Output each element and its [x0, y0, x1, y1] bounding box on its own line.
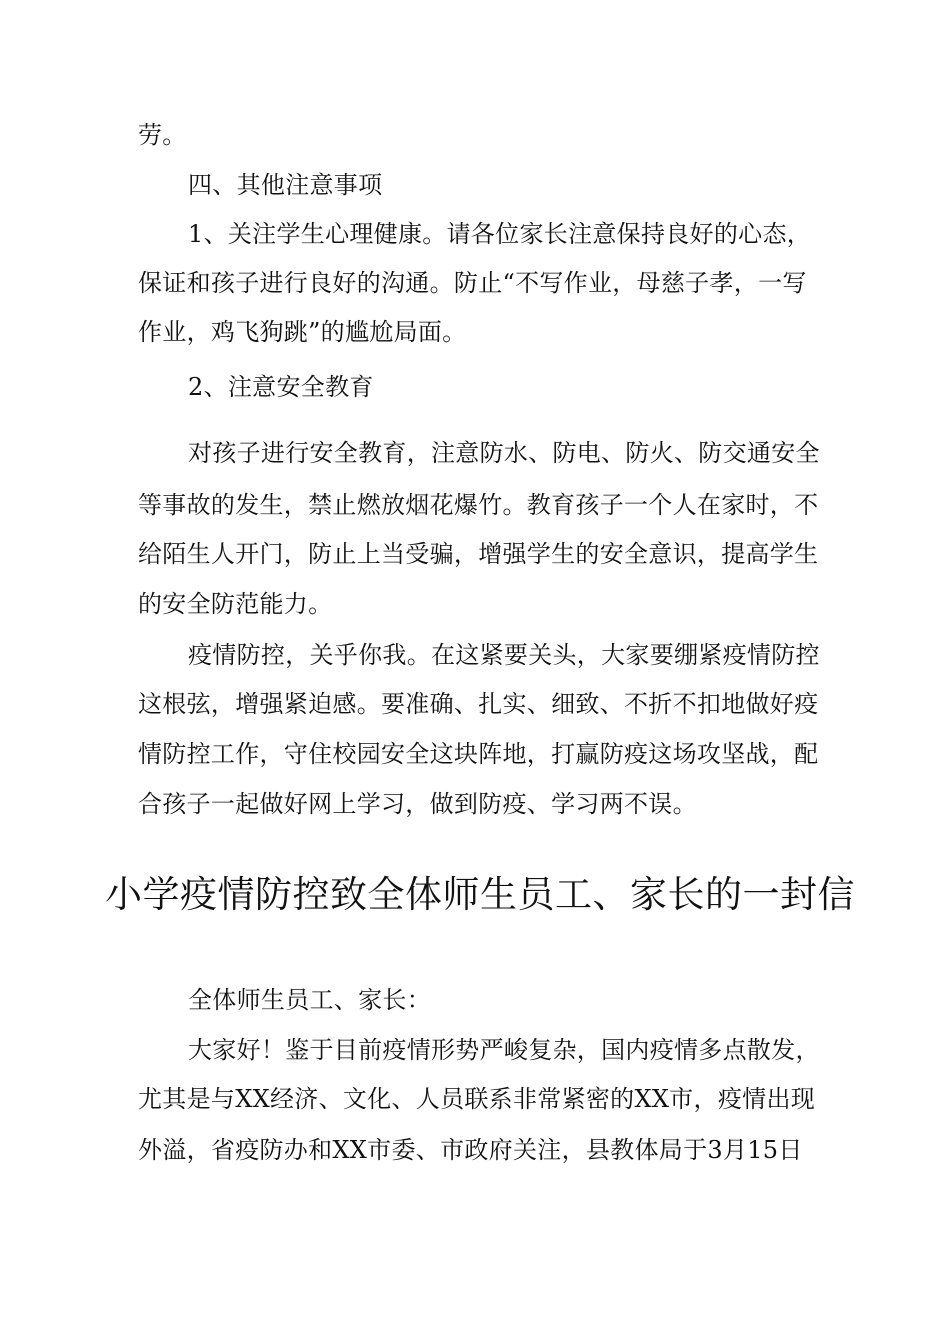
text-line: 给陌生人开门，防止上当受骗，增强学生的安全意识，提高学生 — [138, 540, 819, 568]
text-line: 这根弦，增强紧迫感。要准确、扎实、细致、不折不扣地做好疫 — [138, 690, 819, 718]
text-line: 的安全防范能力。 — [138, 590, 333, 618]
paragraph-start: 对孩子进行安全教育，注意防水、防电、防火、防交通安全 — [188, 439, 820, 467]
text-line: 合孩子一起做好网上学习，做到防疫、学习两不误。 — [138, 790, 697, 818]
item-heading: 2、注意安全教育 — [188, 373, 374, 401]
text-line: 外溢，省疫防办和XX市委、市政府关注，县教体局于3月15日 — [138, 1136, 803, 1164]
text-line: 情防控工作，守住校园安全这块阵地，打赢防疫这场攻坚战，配 — [138, 740, 819, 768]
letter-title: 小学疫情防控致全体师生员工、家长的一封信 — [105, 873, 855, 916]
text-line: 作业，鸡飞狗跳”的尴尬局面。 — [138, 318, 467, 346]
text-line: 保证和孩子进行良好的沟通。防止“不写作业，母慈子孝，一写 — [138, 269, 807, 297]
section-heading: 四、其他注意事项 — [188, 171, 383, 199]
paragraph-start: 疫情防控，关乎你我。在这紧要关头，大家要绷紧疫情防控 — [188, 641, 820, 669]
paragraph-start: 大家好！鉴于目前疫情形势严峻复杂，国内疫情多点散发， — [188, 1036, 820, 1064]
text-line: 劳。 — [138, 121, 187, 149]
salutation: 全体师生员工、家长： — [188, 986, 431, 1014]
item-heading: 1、关注学生心理健康。请各位家长注意保持良好的心态， — [188, 220, 812, 248]
text-line: 尤其是与XX经济、文化、人员联系非常紧密的XX市，疫情出现 — [138, 1085, 816, 1113]
text-line: 等事故的发生，禁止燃放烟花爆竹。教育孩子一个人在家时，不 — [138, 491, 819, 519]
